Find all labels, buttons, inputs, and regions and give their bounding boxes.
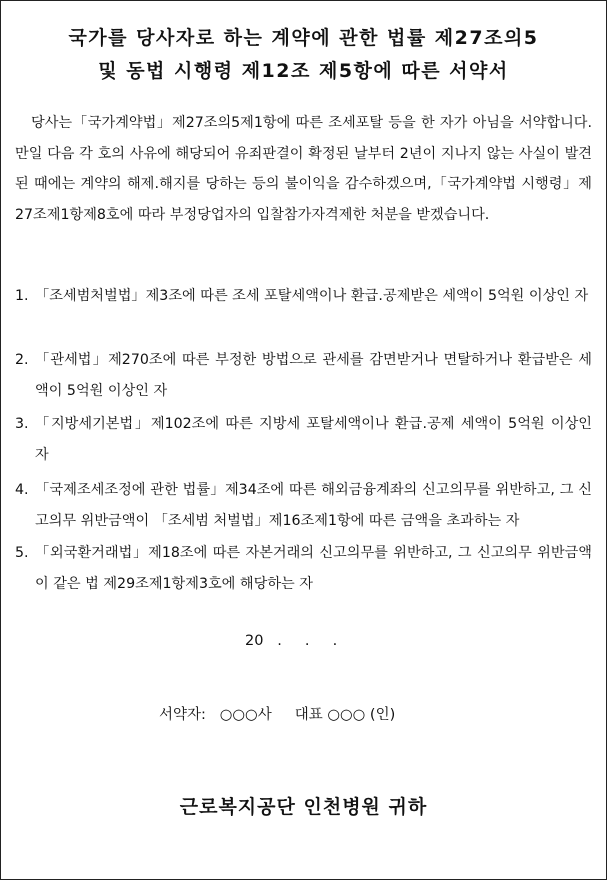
- list-item-number: 4.: [15, 482, 29, 498]
- list-item-text: 「조세범처벌법」제3조에 따른 조세 포탈세액이나 환급․공제받은 세액이 5억원 이상인 자: [35, 288, 589, 304]
- list-item-number: 3.: [15, 416, 29, 432]
- list-item: [15, 345, 592, 407]
- date-line: 20 . . .: [245, 633, 338, 649]
- list-item-text: 「외국환거래법」제18조에 따른 자본거래의 신고의무를 위반하고, 그 신고의무 위반금액이 같은 법 제29조제1항제3호에 해당하는 자: [35, 545, 592, 592]
- list-item-number: 5.: [15, 545, 29, 561]
- list-item-text: 「관세법」제270조에 따른 부정한 방법으로 관세를 감면받거나 면탈하거나 환급받은 세액이 5억원 이상인 자: [35, 352, 592, 399]
- list-item: [15, 281, 592, 312]
- addressee: 근로복지공단 인천병원 귀하: [179, 796, 428, 818]
- signature-line: 서약자: ○○○사 대표 ○○○ (인): [159, 707, 396, 723]
- document-title-line1: 국가를 당사자로 하는 계약에 관한 법률 제27조의5: [68, 27, 539, 49]
- list-item-text: 「국제조세조정에 관한 법률」제34조에 따른 해외금융계좌의 신고의무를 위반하고, 그 신고의무 위반금액이 「조세범 처벌법」제16조제1항에 따른 금액을 초과하는 자: [35, 482, 592, 529]
- list-item-text: 「지방세기본법」제102조에 따른 지방세 포탈세액이나 환급․공제 세액이 5억원 이상인 자: [35, 416, 592, 463]
- list-item-number: 2.: [15, 352, 29, 368]
- document-title-line2: 및 동법 시행령 제12조 제5항에 따른 서약서: [98, 60, 509, 82]
- pledge-paragraph-text: 당사는「국가계약법」제27조의5제1항에 따른 조세포탈 등을 한 자가 아님을 서약합니다. 만일 다음 각 호의 사유에 해당되어 유죄판결이 확정된 날부터 2년이 지나지 않는 사실이 발견된 때에는 계약의 해제․해지를 당하는 등의 불이익을 감수하겠으며,「국가계약법 시행령」제27조제1항제8호에 따라 부정당업자의 입찰참가자격제한 처분을 받겠습니다.: [15, 115, 592, 223]
- list-item-number: 1.: [15, 288, 29, 304]
- list-item: [15, 475, 592, 537]
- pledge-paragraph: [15, 108, 592, 230]
- list-item: [15, 538, 592, 600]
- list-item: [15, 409, 592, 471]
